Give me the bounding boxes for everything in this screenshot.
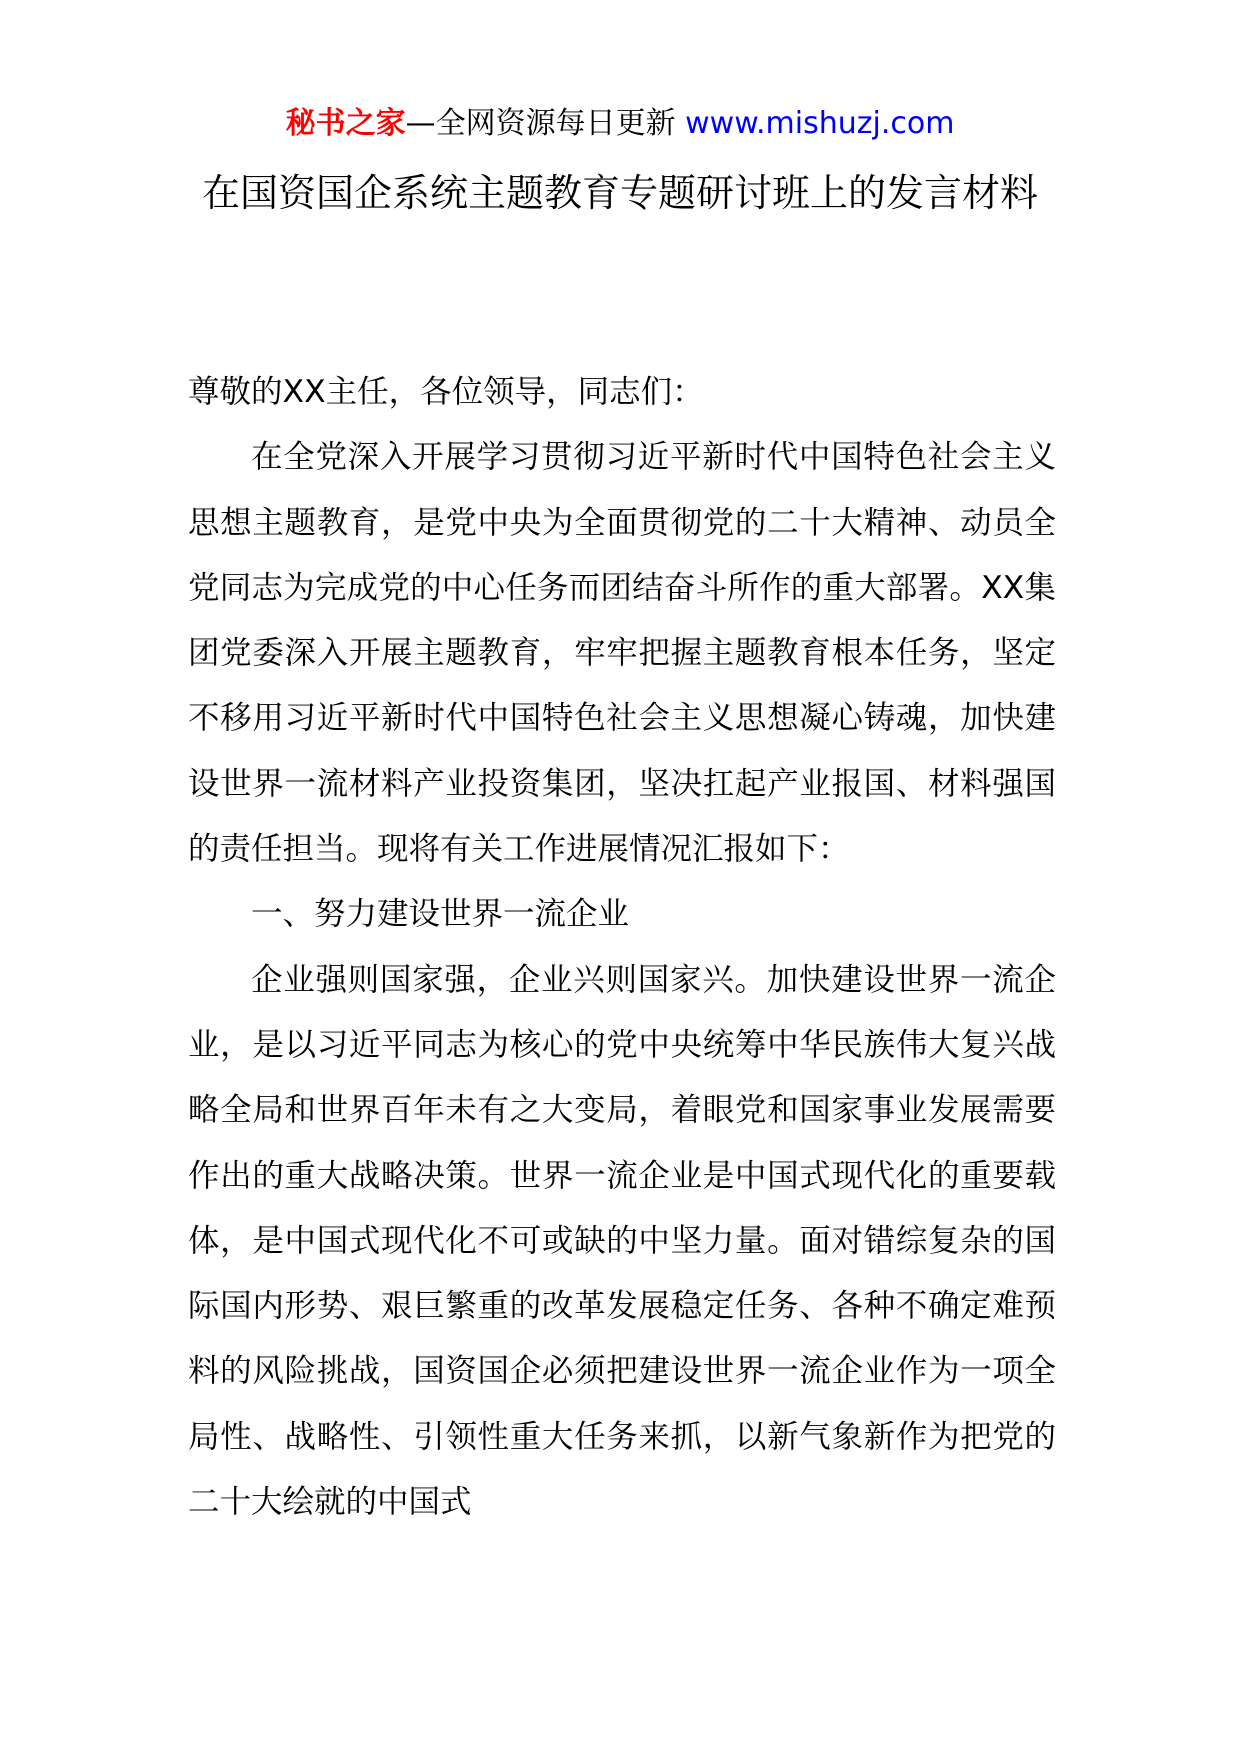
- section-heading: 一、努力建设世界一流企业: [251, 896, 630, 933]
- paragraph-intro: 在全党深入开展学习贯彻习近平新时代中国特色社会主义思想主题教育，是党中央为全面贯彻党的二十大精神、动员全党同志为完成党的中心任务而团结奋斗所作的重大部署。XX集团党委深入开展主题教育，牢牢把握主题教育根本任务，坚定不移用习近平新时代中国特色社会主义思想凝心铸魂，加快建设世界一流材料产业投资集团，坚决扛起产业报国、材料强国的责任担当。现将有关工作进展情况汇报如下：: [188, 439, 1056, 868]
- document-body: [188, 360, 1056, 1535]
- site-url-link[interactable]: www.mishuzj.com: [685, 106, 955, 141]
- watermark-header: [0, 102, 1240, 146]
- header-tagline: —全网资源每日更新: [405, 106, 686, 141]
- paragraph-body: 企业强则国家强，企业兴则国家兴。加快建设世界一流企业，是以习近平同志为核心的党中央统筹中华民族伟大复兴战略全局和世界百年未有之大变局，着眼党和国家事业发展需要作出的重大战略决策。世界一流企业是中国式现代化的重要载体，是中国式现代化不可或缺的中坚力量。面对错综复杂的国际国内形势、艰巨繁重的改革发展稳定任务、各种不确定难预料的风险挑战，国资国企必须把建设世界一流企业作为一项全局性、战略性、引领性重大任务来抓，以新气象新作为把党的二十大绘就的中国式: [188, 961, 1056, 1521]
- document-title: 在国资国企系统主题教育专题研讨班上的发言材料: [201, 171, 1038, 215]
- brand-name: 秘书之家: [285, 106, 406, 141]
- salutation: 尊敬的XX主任，各位领导，同志们：: [188, 374, 704, 410]
